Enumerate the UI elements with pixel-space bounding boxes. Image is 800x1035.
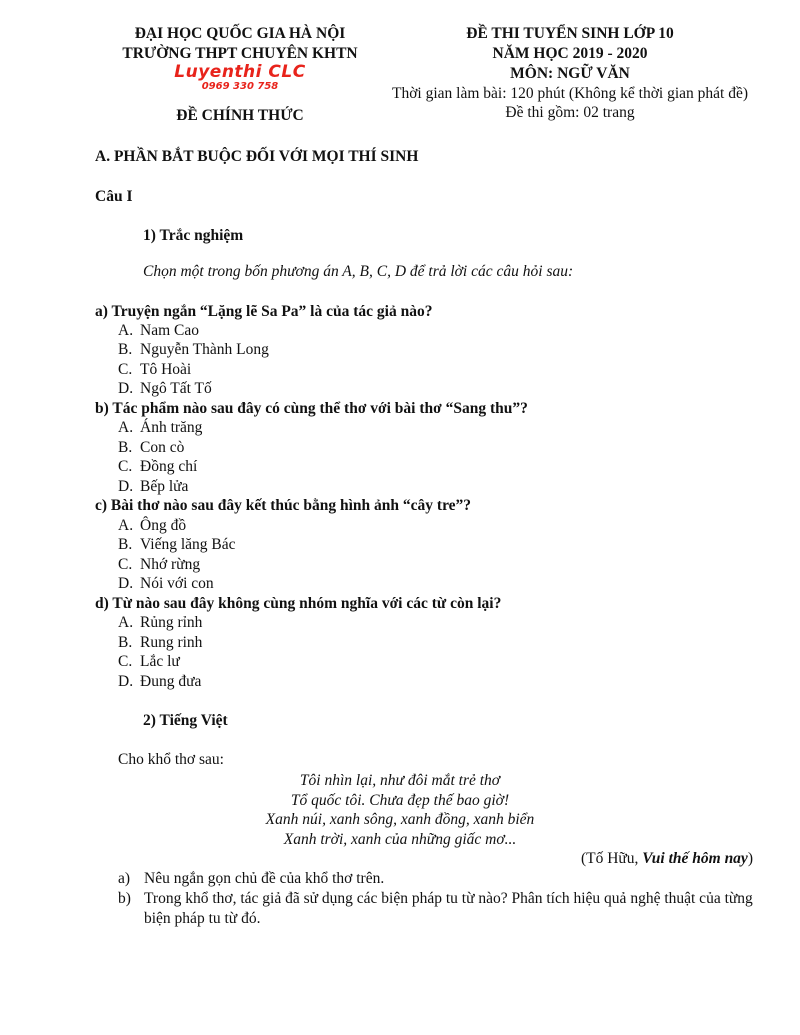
option-a-D [118, 380, 212, 398]
option-text: Đung đưa [140, 673, 202, 690]
option-b-C [118, 458, 197, 476]
official-label: ĐỀ CHÍNH THỨC [176, 107, 304, 124]
option-a-B [118, 341, 269, 359]
option-text: Con cò [140, 439, 185, 456]
task-text: Nêu ngắn gọn chủ đề của khổ thơ trên. [144, 870, 385, 887]
part1-instruction: Chọn một trong bốn phương án A, B, C, D để trả lời các câu hỏi sau: [143, 263, 574, 280]
question-b: b) Tác phẩm nào sau đây có cùng thể thơ với bài thơ “Sang thu”? [95, 400, 528, 417]
option-b-A [118, 419, 202, 437]
option-letter: D. [118, 478, 134, 495]
question-d: d) Từ nào sau đây không cùng nhóm nghĩa với các từ còn lại? [95, 595, 502, 612]
option-letter: B. [118, 634, 133, 651]
option-d-C [118, 653, 180, 671]
option-d-A [118, 614, 202, 632]
task-label: a) [118, 870, 131, 887]
option-letter: B. [118, 341, 133, 358]
option-d-D [118, 673, 201, 691]
question-1-heading: Câu I [95, 188, 133, 205]
source-open: (Tố Hữu, [580, 850, 643, 867]
option-c-A [118, 517, 186, 535]
logo-phone: 0969 330 758 [201, 81, 279, 92]
option-letter: B. [118, 439, 133, 456]
task-label: b) [118, 890, 131, 907]
part2-title: 2) Tiếng Việt [143, 712, 228, 729]
option-c-C [118, 556, 200, 574]
option-a-C [118, 361, 191, 379]
option-text: Rủng rỉnh [140, 614, 203, 631]
option-letter: C. [118, 653, 133, 670]
question-c: c) Bài thơ nào sau đây kết thúc bằng hình ảnh “cây tre”? [95, 497, 472, 514]
option-letter: A. [118, 322, 134, 339]
option-text: Rung rinh [140, 634, 203, 651]
option-letter: A. [118, 419, 134, 436]
option-b-D [118, 478, 188, 496]
option-text: Đồng chí [140, 458, 198, 475]
option-text: Tô Hoài [140, 361, 192, 378]
option-letter: A. [118, 517, 134, 534]
option-text: Nhớ rừng [140, 556, 201, 573]
poem-line-3: Xanh núi, xanh sông, xanh đồng, xanh biển [265, 811, 535, 828]
option-text: Bếp lửa [140, 478, 189, 495]
header-right [370, 24, 770, 122]
option-c-B [118, 536, 235, 554]
school-name: TRƯỜNG THPT CHUYÊN KHTN [122, 45, 358, 62]
option-c-D [118, 575, 214, 593]
logo-name: Luyenthi CLC [174, 62, 306, 82]
poem-source [581, 850, 753, 868]
option-letter: A. [118, 614, 134, 631]
option-text: Nguyễn Thành Long [140, 341, 269, 358]
part1-title: 1) Trắc nghiệm [143, 227, 244, 244]
exam-pages: Đề thi gồm: 02 trang [505, 104, 635, 121]
option-d-B [118, 634, 202, 652]
poem-line-4: Xanh trời, xanh của những giấc mơ... [283, 831, 517, 848]
task-b [118, 889, 758, 929]
option-text: Nam Cao [140, 322, 199, 339]
option-text: Nói với con [140, 575, 214, 592]
luyenthi-logo [90, 64, 390, 92]
option-text: Lắc lư [140, 653, 180, 670]
option-text: Viếng lăng Bác [140, 536, 236, 553]
section-a-heading: A. PHẦN BẮT BUỘC ĐỐI VỚI MỌI THÍ SINH [95, 148, 419, 165]
exam-year: NĂM HỌC 2019 - 2020 [492, 45, 648, 62]
university-name: ĐẠI HỌC QUỐC GIA HÀ NỘI [134, 25, 346, 42]
option-a-A [118, 322, 199, 340]
option-letter: D. [118, 575, 134, 592]
task-text: Trong khổ thơ, tác giả đã sử dụng các biện pháp tu từ nào? Phân tích hiệu quả nghệ thuật của từng biện pháp tu từ đó. [144, 890, 753, 927]
source-close: ) [747, 850, 753, 867]
exam-title: ĐỀ THI TUYỂN SINH LỚP 10 [466, 25, 674, 42]
option-letter: C. [118, 556, 133, 573]
exam-time: Thời gian làm bài: 120 phút (Không kể thời gian phát đề) [391, 85, 749, 102]
part2-intro: Cho khổ thơ sau: [118, 751, 224, 768]
poem-line-1: Tôi nhìn lại, như đôi mắt trẻ thơ [299, 772, 501, 789]
option-b-B [118, 439, 184, 457]
question-a: a) Truyện ngắn “Lặng lẽ Sa Pa” là của tác giả nào? [95, 303, 433, 320]
source-work: Vui thế hôm nay [642, 850, 748, 867]
option-letter: B. [118, 536, 133, 553]
option-letter: D. [118, 380, 134, 397]
option-letter: C. [118, 361, 133, 378]
option-letter: D. [118, 673, 134, 690]
option-letter: C. [118, 458, 133, 475]
poem-line-2: Tổ quốc tôi. Chưa đẹp thế bao giờ! [290, 792, 510, 809]
option-text: Ngô Tất Tố [140, 380, 212, 397]
option-text: Ông đồ [140, 517, 187, 534]
task-a [118, 869, 758, 889]
header-left [90, 24, 390, 92]
option-text: Ánh trăng [140, 419, 203, 436]
exam-subject: MÔN: NGỮ VĂN [510, 65, 630, 82]
